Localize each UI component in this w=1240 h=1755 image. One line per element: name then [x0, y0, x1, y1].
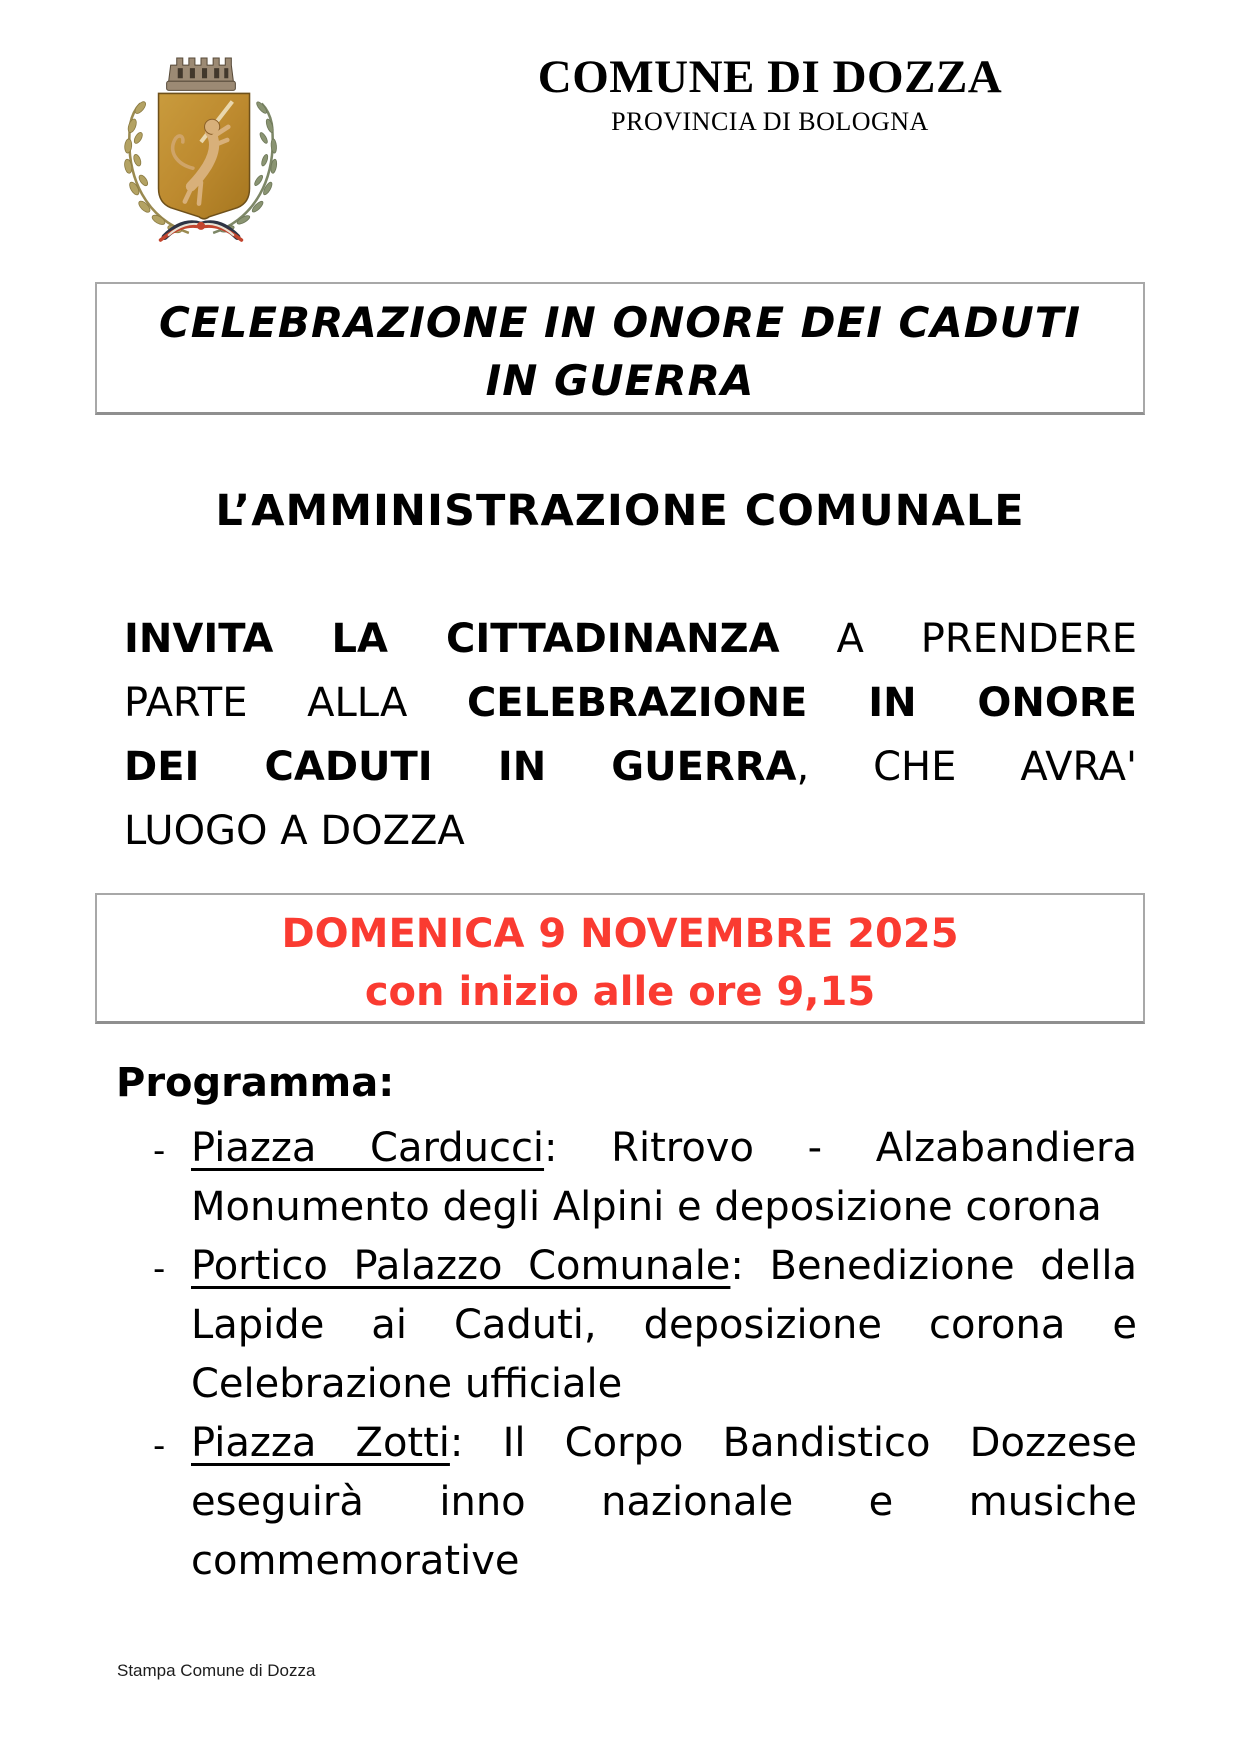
- text-segment: CELEBRAZIONE IN ONORE: [466, 680, 1137, 726]
- text-line: [124, 735, 1137, 799]
- text-line: [124, 607, 1137, 671]
- text-segment: LUOGO A DOZZA: [124, 808, 465, 854]
- text-line: [191, 1532, 1137, 1591]
- text-segment: , CHE AVRA': [796, 744, 1138, 790]
- text-segment: INVITA LA CITTADINANZA: [124, 616, 780, 662]
- header: [420, 52, 1120, 137]
- coat-of-arms-icon: [110, 48, 292, 242]
- text-segment: Piazza Carducci: [191, 1125, 545, 1171]
- text-line: [124, 799, 1137, 863]
- text-line: [191, 1178, 1137, 1237]
- footer-note: Stampa Comune di Dozza: [117, 1661, 316, 1680]
- page-title: COMUNE DI DOZZA: [537, 51, 1003, 103]
- program-list: [153, 1119, 1137, 1591]
- event-banner: [95, 893, 1145, 1024]
- mural-crown-icon: [167, 58, 236, 90]
- text-segment: : Il Corpo Bandistico Dozzese: [449, 1420, 1137, 1466]
- page-subtitle: PROVINCIA DI BOLOGNA: [611, 106, 929, 136]
- text-segment: commemorative: [191, 1538, 520, 1584]
- text-segment: : Benedizione della: [730, 1243, 1137, 1289]
- program-heading: Programma:: [116, 1060, 395, 1106]
- program-item: [153, 1119, 1137, 1237]
- text-line: [191, 1296, 1137, 1355]
- text-line: [191, 1119, 1137, 1178]
- program-item: [153, 1414, 1137, 1591]
- title-banner: [95, 282, 1145, 415]
- text-segment: : Ritrovo - Alzabandiera: [544, 1125, 1137, 1171]
- title-banner-line2: IN GUERRA: [485, 356, 755, 405]
- text-segment: Celebrazione ufficiale: [191, 1361, 623, 1407]
- text-segment: Monumento degli Alpini e deposizione corona: [191, 1184, 1102, 1230]
- text-segment: A PRENDERE: [779, 616, 1137, 662]
- event-time: con inizio alle ore 9,15: [364, 969, 876, 1015]
- invitation-paragraph: [124, 607, 1137, 863]
- text-line: [191, 1473, 1137, 1532]
- event-date: DOMENICA 9 NOVEMBRE 2025: [281, 911, 959, 957]
- title-banner-line1: CELEBRAZIONE IN ONORE DEI CADUTI: [158, 298, 1082, 347]
- text-segment: PARTE ALLA: [124, 680, 467, 726]
- text-segment: Piazza Zotti: [191, 1420, 450, 1466]
- shield-icon: [159, 93, 250, 218]
- list-dash-marker: -: [153, 1426, 166, 1466]
- text-line: [191, 1237, 1137, 1296]
- text-line: [124, 671, 1137, 735]
- text-segment: Lapide ai Caduti, deposizione corona e: [191, 1302, 1137, 1348]
- text-line: [191, 1355, 1137, 1414]
- program-item: [153, 1237, 1137, 1414]
- text-line: [191, 1414, 1137, 1473]
- subheading: L’AMMINISTRAZIONE COMUNALE: [215, 486, 1025, 536]
- list-dash-marker: -: [153, 1131, 166, 1171]
- text-segment: DEI CADUTI IN GUERRA: [124, 744, 797, 790]
- list-dash-marker: -: [153, 1249, 166, 1289]
- text-segment: Portico Palazzo Comunale: [191, 1243, 731, 1289]
- text-segment: eseguirà inno nazionale e musiche: [191, 1479, 1137, 1525]
